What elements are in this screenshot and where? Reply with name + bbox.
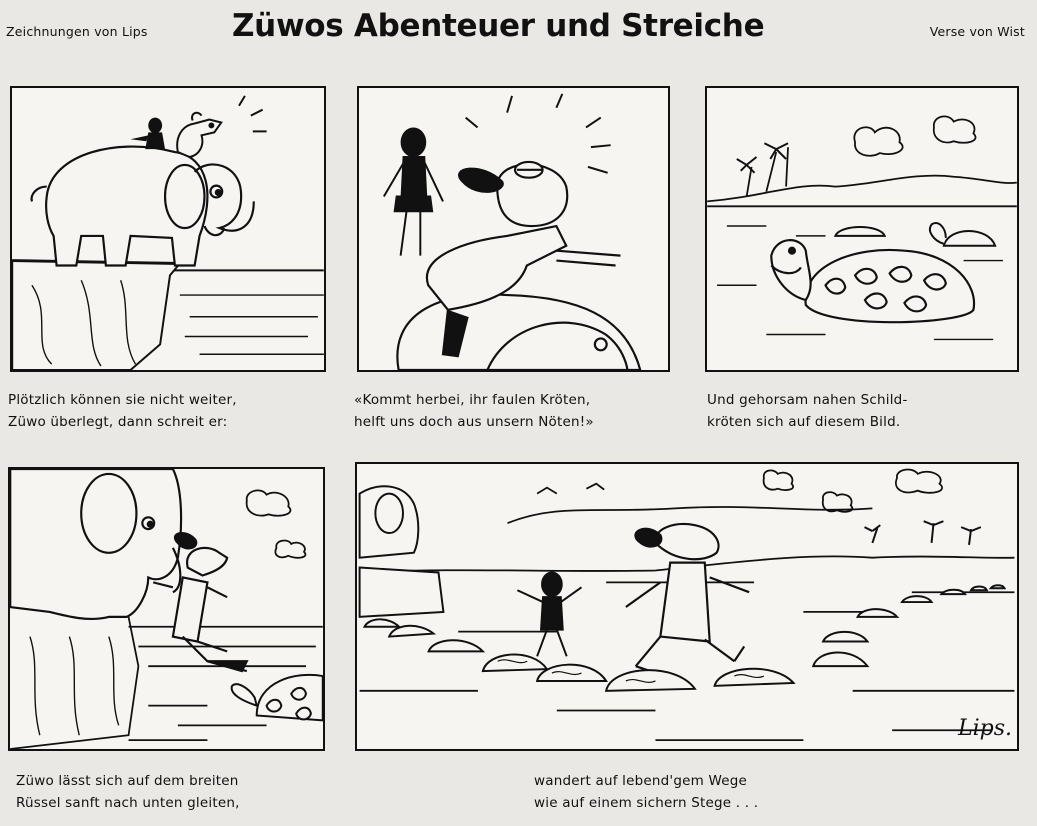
caption-line: Und gehorsam nahen Schild- (707, 392, 908, 408)
caption-line: «Kommt herbei, ihr faulen Kröten, (354, 392, 591, 408)
panel-5-illustration (357, 464, 1017, 749)
verses-credit: Verse von Wist (929, 24, 1025, 39)
boy-drawing (517, 572, 581, 656)
caption-panel-3 (707, 389, 908, 433)
turtle-drawing (232, 675, 323, 721)
caption-line: Plötzlich können sie nicht weiter, (8, 392, 237, 408)
boy-drawing (131, 118, 166, 150)
caption-line: Rüssel sanft nach unten gleiten, (16, 795, 240, 811)
comic-panel-1 (10, 86, 326, 372)
panel-2-illustration (359, 88, 668, 370)
caption-line: helft uns doch aus unsern Nöten!» (354, 414, 594, 430)
panel-3-illustration (707, 88, 1017, 370)
caption-panel-4 (16, 770, 240, 814)
zuwo-drawing (626, 524, 749, 671)
caption-line: wandert auf lebend'gem Wege (534, 773, 747, 789)
caption-line: Züwo überlegt, dann schreit er: (8, 414, 228, 430)
caption-line: Züwo lässt sich auf dem breiten (16, 773, 239, 789)
caption-panel-2 (354, 389, 594, 433)
comic-panel-2 (357, 86, 670, 372)
elephant-drawing (10, 469, 181, 619)
caption-line: wie auf einem sichern Stege . . . (534, 795, 759, 811)
illustrator-credit: Zeichnungen von Lips (6, 24, 148, 39)
boy-drawing (384, 128, 443, 255)
elephant-drawing (360, 486, 444, 617)
page-title: Züwos Abenteuer und Streiche (232, 8, 765, 44)
elephant-drawing (32, 147, 254, 266)
turtle-drawing (771, 240, 974, 322)
caption-panel-1 (8, 389, 237, 433)
panel-4-illustration (10, 469, 323, 749)
artist-signature: Lips. (958, 716, 1013, 741)
comic-panel-4 (8, 467, 325, 751)
comic-panel-5 (355, 462, 1019, 751)
comic-panel-3 (705, 86, 1019, 372)
zuwo-drawing (177, 113, 221, 157)
panel-1-illustration (12, 88, 324, 370)
caption-panel-5 (534, 770, 758, 814)
caption-line: kröten sich auf diesem Bild. (707, 414, 901, 430)
